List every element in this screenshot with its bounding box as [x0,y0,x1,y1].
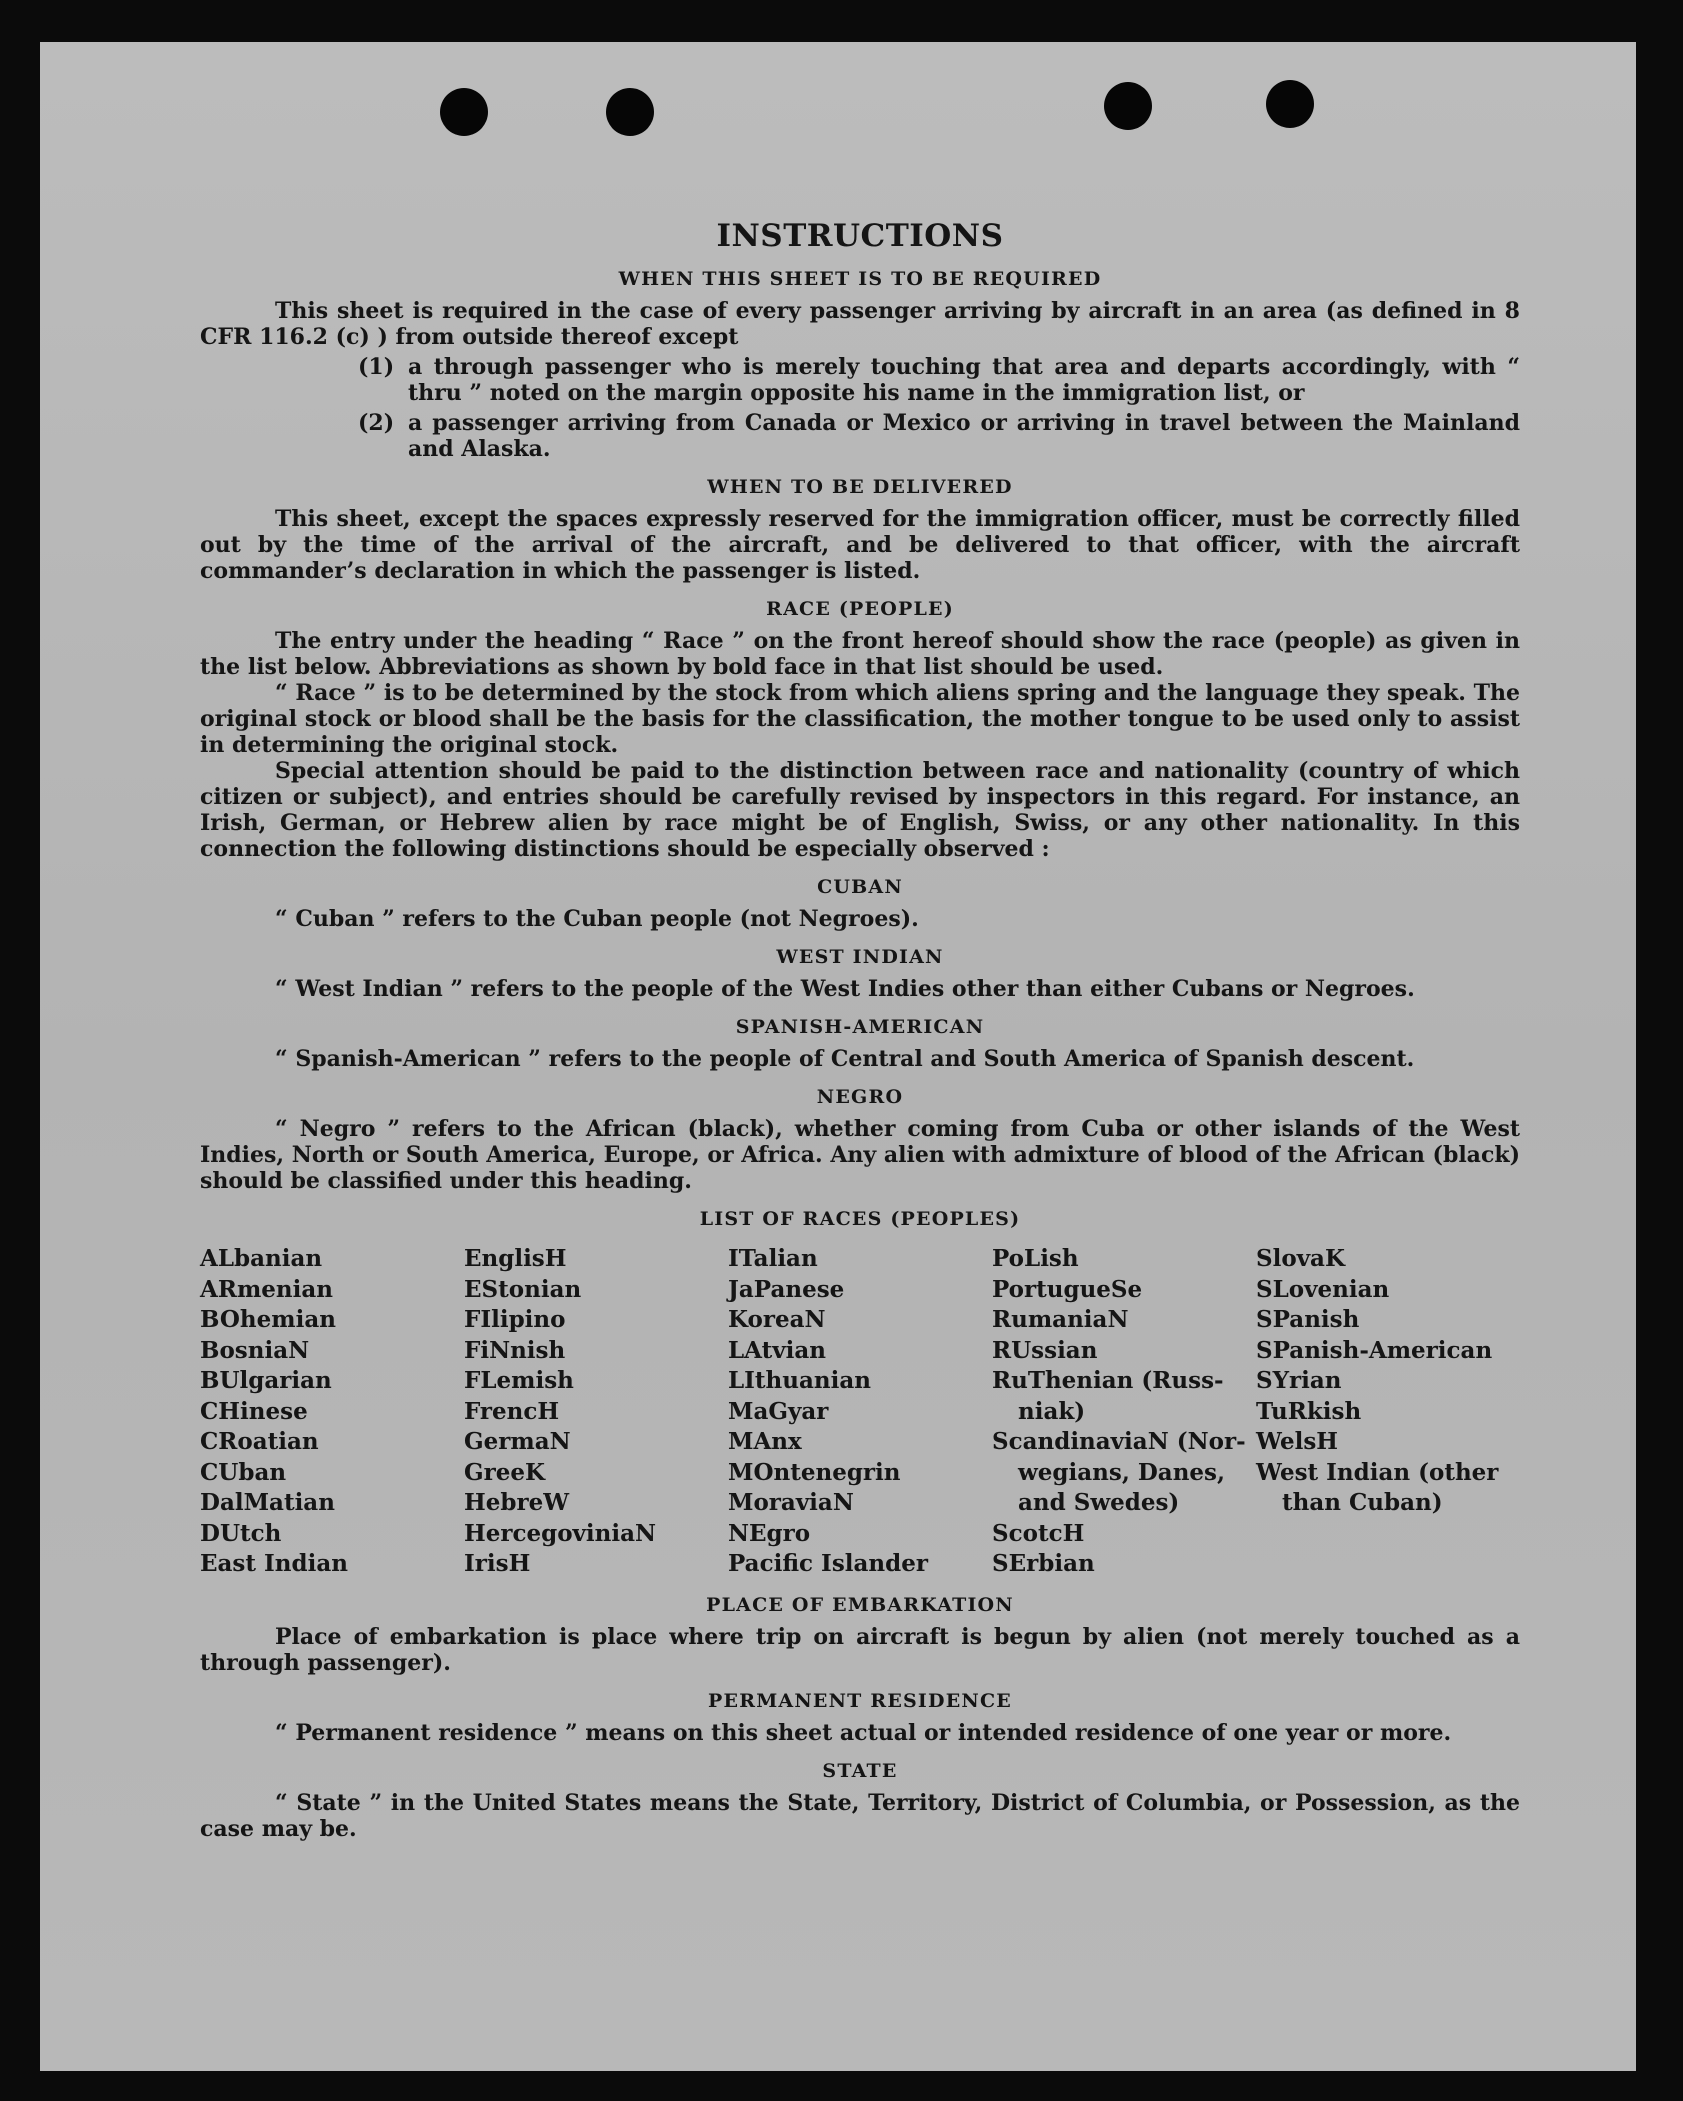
race-item: WelsH [1256,1428,1339,1455]
race-item: MaGyar [728,1397,829,1425]
race-item: PoLish [992,1245,1079,1272]
section-heading-spanish-american: SPANISH-AMERICAN [735,1016,985,1038]
race-item: FrencH [464,1397,560,1425]
paragraph: This sheet is required in the case of every passenger arriving by aircraft in an area (as defined in 8 CFR 116.2 (c) ) from outside thereof except [200,298,1520,350]
section-heading-residence: PERMANENT RESIDENCE [708,1689,1012,1712]
race-item: HebreW [464,1489,570,1516]
race-item: SErbian [992,1550,1095,1577]
race-item: CRoatian [200,1428,319,1455]
race-item: SPanish [1256,1306,1360,1333]
race-item: LIthuanian [728,1367,871,1394]
race-item: ALbanian [200,1245,323,1272]
race-item: ScandinaviaN (Nor- [992,1428,1246,1455]
race-item: CHinese [200,1397,308,1425]
paragraph: “ State ” in the United States means the State, Territory, District of Columbia, or Possession, as the case may be. [200,1789,1520,1842]
race-item: FLemish [464,1367,574,1394]
race-item: LAtvian [728,1336,826,1364]
paragraph: The entry under the heading “ Race ” on the front hereof should show the race (people) as given in the list below. Abbreviations as shown by bold face in that list should be used. [200,628,1520,680]
instruction-sheet [40,42,1636,2071]
race-item: Pacific Islander [728,1550,928,1577]
race-item: BUlgarian [200,1367,332,1394]
punch-hole [606,88,654,136]
race-item: FiNnish [464,1336,566,1364]
race-column [1256,1244,1520,1580]
race-item: BosniaN [200,1336,310,1364]
race-item: DUtch [200,1519,282,1547]
section-heading-required: WHEN THIS SHEET IS TO BE REQUIRED [618,268,1102,290]
race-item: MOntenegrin [728,1458,901,1486]
race-item: RumaniaN [992,1306,1129,1333]
race-item: SPanish-American [1256,1336,1493,1364]
race-item: and Swedes) [1018,1489,1180,1516]
race-item: TuRkish [1256,1397,1362,1425]
race-item: East Indian [200,1550,348,1577]
race-item: IrisH [464,1550,531,1577]
race-item: HercegoviniaN [464,1519,657,1547]
section-heading-cuban: CUBAN [817,876,903,898]
race-column [728,1244,992,1580]
section-heading-race: RACE (PEOPLE) [766,598,954,620]
race-item: GreeK [464,1458,546,1486]
section-heading-delivered: WHEN TO BE DELIVERED [707,476,1013,498]
page-title: INSTRUCTIONS [716,218,1004,254]
section-heading-negro: NEGRO [816,1086,904,1108]
races-heading: LIST OF RACES (PEOPLES) [699,1208,1021,1230]
race-column [200,1244,464,1580]
race-item: ScotcH [992,1519,1085,1547]
paragraph: “ Race ” is to be determined by the stock from which aliens spring and the language they speak. The original stock or blood shall be the basis for the classification, the mother tongue to be used only to assist in determining the original stock. [200,680,1520,758]
race-item: BOhemian [200,1306,336,1333]
race-item: CUban [200,1458,287,1486]
paragraph: “ Permanent residence ” means on this sheet actual or intended residence of one year or more. [275,1719,1452,1746]
race-item: EnglisH [464,1245,567,1272]
punch-hole [1104,82,1152,130]
punch-hole [1266,80,1314,128]
race-item: DalMatian [200,1489,335,1516]
race-item: JaPanese [728,1275,845,1303]
race-item: PortugueSe [992,1275,1143,1303]
document-body [200,172,1520,1842]
race-item: RuThenian (Russ- [992,1367,1224,1394]
paragraph: This sheet, except the spaces expressly reserved for the immigration officer, must be correctly filled out by the time of the arrival of the aircraft, and be delivered to that officer, with the aircraft commander’s declaration in which the passenger is listed. [200,506,1520,584]
races-list [200,1244,1520,1580]
list-item: (2) a passenger arriving from Canada or Mexico or arriving in travel between the Mainland and Alaska. [358,410,1520,462]
list-item: (1) a through passenger who is merely touching that area and departs accordingly, with “ thru ” noted on the margin opposite his name in the immigration list, or [358,354,1520,406]
race-item: MoraviaN [728,1489,854,1516]
race-item: NEgro [728,1519,811,1547]
section-heading-embarkation: PLACE OF EMBARKATION [706,1593,1014,1616]
race-item: than Cuban) [1282,1489,1443,1516]
race-item: GermaN [464,1428,571,1455]
paragraph: Place of embarkation is place where trip on aircraft is begun by alien (not merely touched as a through passenger). [200,1623,1520,1676]
section-heading-west-indian: WEST INDIAN [776,946,944,968]
paragraph: “ Cuban ” refers to the Cuban people (not Negroes). [275,906,919,932]
race-item: RUssian [992,1336,1098,1364]
paragraph: Special attention should be paid to the distinction between race and nationality (country of which citizen or subject), and entries should be carefully revised by inspectors in this regard. For instance, an Irish, German, or Hebrew alien by race might be of English, Swiss, or any other nationality. In this connection the following distinctions should be especially observed : [200,758,1520,862]
race-item: ARmenian [200,1275,334,1303]
punch-hole [440,88,488,136]
race-item: ITalian [728,1245,818,1272]
paragraph: “ West Indian ” refers to the people of the West Indies other than either Cubans or Negroes. [275,976,1415,1002]
race-item: SYrian [1256,1367,1342,1394]
race-item: MAnx [728,1428,802,1455]
section-heading-state: STATE [822,1759,898,1782]
race-item: West Indian (other [1256,1458,1499,1486]
race-column [992,1244,1256,1580]
race-item: SlovaK [1256,1245,1345,1272]
race-item: EStonian [464,1275,582,1303]
race-item: wegians, Danes, [1018,1458,1225,1486]
paragraph: “ Spanish-American ” refers to the people of Central and South America of Spanish descent. [275,1046,1415,1072]
race-item: FIlipino [464,1306,566,1333]
race-item: niak) [1018,1397,1086,1425]
race-item: KoreaN [728,1306,826,1333]
race-item: SLovenian [1256,1275,1390,1303]
race-column [464,1244,728,1580]
paragraph: “ Negro ” refers to the African (black), whether coming from Cuba or other islands of the West Indies, North or South America, Europe, or Africa. Any alien with admixture of blood of the African (black) should be classified under this heading. [200,1116,1520,1194]
